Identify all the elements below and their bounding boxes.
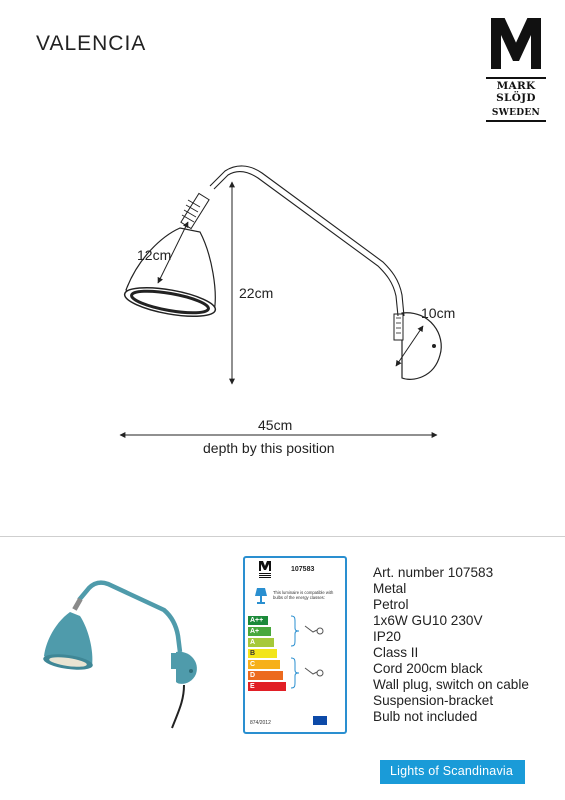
- logo-word-3: SWEDEN: [486, 107, 546, 122]
- wall-base: [394, 313, 441, 380]
- energy-class-bar: [248, 638, 274, 647]
- eu-flag-icon: [313, 716, 327, 725]
- spec-item: Art. number 107583: [373, 565, 494, 580]
- arm-joint: [181, 193, 209, 228]
- spec-item: Cord 200cm black: [373, 661, 483, 676]
- product-title: VALENCIA: [36, 32, 147, 55]
- depth-note: depth by this position: [203, 440, 335, 456]
- energy-class-label: D: [250, 672, 256, 679]
- footer-banner: [380, 760, 525, 784]
- spec-item: Bulb not included: [373, 709, 478, 724]
- energy-class-label: A+: [250, 628, 260, 635]
- lamp-shade: [123, 228, 218, 322]
- energy-label: [243, 556, 347, 734]
- spec-item: Wall plug, switch on cable: [373, 677, 529, 692]
- energy-label-regulation: 874/2012: [250, 720, 271, 726]
- height-dimension-label: 22cm: [239, 285, 274, 301]
- shade-dimension-label: 12cm: [137, 247, 172, 263]
- energy-class-label: A: [250, 639, 256, 646]
- energy-class-label: A++: [250, 617, 264, 624]
- section-divider: [0, 536, 565, 537]
- spec-item: Petrol: [373, 597, 409, 612]
- spec-item: Class II: [373, 645, 419, 660]
- energy-class-bar: [248, 660, 280, 669]
- bulb-icon: [253, 586, 269, 606]
- depth-dimension-label: 45cm: [258, 417, 293, 433]
- product-photo: [30, 570, 230, 730]
- energy-label-text: This luminaire is compatible with bulbs of the energy classes:: [273, 590, 334, 601]
- spec-item: 1x6W GU10 230V: [373, 613, 483, 628]
- energy-class-label: C: [250, 661, 256, 668]
- energy-label-article-number: 107583: [291, 566, 315, 573]
- compatibility-brackets: [289, 614, 341, 694]
- energy-class-bar: [248, 649, 277, 658]
- spec-list: [373, 565, 529, 725]
- logo-word-2: SLÖJD: [496, 92, 536, 104]
- energy-class-label: B: [250, 650, 256, 657]
- energy-class-bar: [248, 682, 286, 691]
- energy-class-bar: [248, 616, 268, 625]
- energy-class-label: E: [250, 683, 255, 690]
- spec-item: Suspension-bracket: [373, 693, 494, 708]
- energy-class-bar: [248, 671, 283, 680]
- spec-item: Metal: [373, 581, 407, 596]
- footer-tagline: Lights of Scandinavia: [390, 764, 514, 778]
- spec-item: IP20: [373, 629, 401, 644]
- energy-class-bar: [248, 627, 271, 636]
- base-dimension-label: 10cm: [421, 305, 456, 321]
- logo-word-1: MARK: [486, 77, 546, 93]
